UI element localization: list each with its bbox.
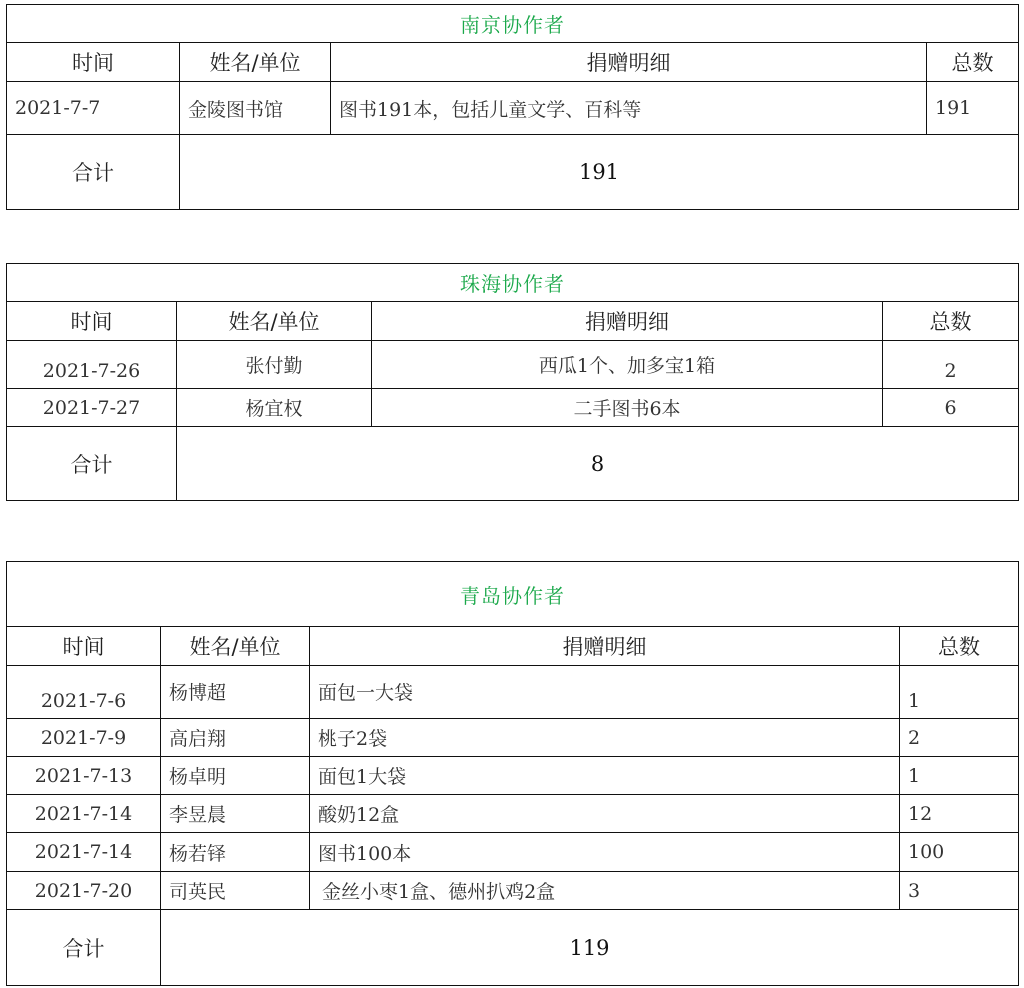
cell-time: 2021-7-14 — [7, 795, 161, 833]
cell-detail: 酸奶12盒 — [310, 795, 900, 833]
cell-time: 2021-7-6 — [7, 666, 161, 719]
cell-name: 杨若铎 — [161, 833, 310, 872]
cell-detail: 西瓜1个、加多宝1箱 — [372, 341, 883, 389]
cell-detail: 桃子2袋 — [310, 719, 900, 757]
header-total: 总数 — [883, 302, 1019, 341]
cell-detail: 图书100本 — [310, 833, 900, 872]
cell-total: 3 — [900, 872, 1019, 910]
cell-total: 1 — [900, 757, 1019, 795]
total-label: 合计 — [7, 135, 180, 210]
table-row — [7, 833, 1019, 872]
cell-detail: 二手图书6本 — [372, 389, 883, 427]
table-row — [7, 341, 1019, 389]
table-row — [7, 757, 1019, 795]
cell-name: 杨宜权 — [177, 389, 372, 427]
table-title: 珠海协作者 — [7, 264, 1019, 302]
zhuhai-donation-table — [6, 263, 1019, 501]
cell-total: 1 — [900, 666, 1019, 719]
cell-total: 100 — [900, 833, 1019, 872]
header-detail: 捐赠明细 — [372, 302, 883, 341]
total-label: 合计 — [7, 427, 177, 501]
qingdao-donation-table — [6, 561, 1019, 986]
header-detail: 捐赠明细 — [331, 43, 927, 82]
cell-time: 2021-7-27 — [7, 389, 177, 427]
cell-name: 高启翔 — [161, 719, 310, 757]
cell-time: 2021-7-7 — [7, 82, 180, 135]
header-total: 总数 — [927, 43, 1019, 82]
cell-name: 李昱晨 — [161, 795, 310, 833]
cell-detail: 金丝小枣1盒、德州扒鸡2盒 — [310, 872, 900, 910]
cell-name: 张付勤 — [177, 341, 372, 389]
table-row — [7, 795, 1019, 833]
cell-time: 2021-7-20 — [7, 872, 161, 910]
cell-total: 2 — [900, 719, 1019, 757]
cell-detail: 面包一大袋 — [310, 666, 900, 719]
table-row — [7, 872, 1019, 910]
cell-time: 2021-7-9 — [7, 719, 161, 757]
nanjing-donation-table — [6, 4, 1019, 210]
header-name: 姓名/单位 — [161, 627, 310, 666]
header-time: 时间 — [7, 627, 161, 666]
table-row — [7, 389, 1019, 427]
cell-name: 杨博超 — [161, 666, 310, 719]
cell-total: 12 — [900, 795, 1019, 833]
cell-total: 2 — [883, 341, 1019, 389]
table-row — [7, 719, 1019, 757]
cell-name: 金陵图书馆 — [180, 82, 331, 135]
table-title: 南京协作者 — [7, 5, 1019, 43]
header-name: 姓名/单位 — [177, 302, 372, 341]
total-label: 合计 — [7, 910, 161, 986]
cell-time: 2021-7-13 — [7, 757, 161, 795]
table-row — [7, 82, 1019, 135]
cell-name: 司英民 — [161, 872, 310, 910]
total-value: 191 — [180, 135, 1019, 210]
header-detail: 捐赠明细 — [310, 627, 900, 666]
cell-total: 6 — [883, 389, 1019, 427]
header-time: 时间 — [7, 43, 180, 82]
header-total: 总数 — [900, 627, 1019, 666]
cell-time: 2021-7-14 — [7, 833, 161, 872]
total-value: 8 — [177, 427, 1019, 501]
header-name: 姓名/单位 — [180, 43, 331, 82]
header-time: 时间 — [7, 302, 177, 341]
cell-detail: 面包1大袋 — [310, 757, 900, 795]
table-title: 青岛协作者 — [7, 562, 1019, 627]
cell-name: 杨卓明 — [161, 757, 310, 795]
cell-detail: 图书191本，包括儿童文学、百科等 — [331, 82, 927, 135]
cell-total: 191 — [927, 82, 1019, 135]
cell-time: 2021-7-26 — [7, 341, 177, 389]
table-row — [7, 666, 1019, 719]
total-value: 119 — [161, 910, 1019, 986]
